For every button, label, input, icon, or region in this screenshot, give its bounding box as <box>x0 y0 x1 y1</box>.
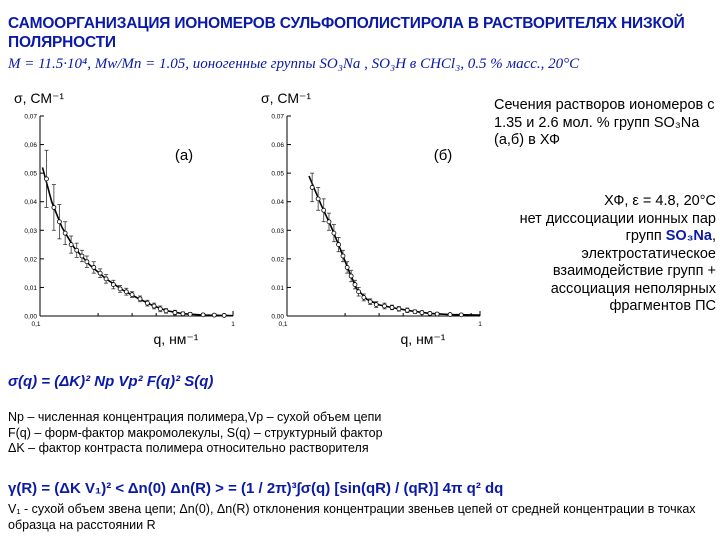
data-point <box>349 274 353 278</box>
data-point <box>327 220 331 224</box>
y-tick-label: 0,05 <box>24 170 37 178</box>
data-point <box>80 254 84 258</box>
gamma-formula: γ(R) = (ΔK V₁)² < Δn(0) Δn(R) > = (1 / 2π)³∫σ(q) [sin(qR) / (qR)] 4π q² dq <box>8 480 504 497</box>
page-title: САМООРГАНИЗАЦИЯ ИОНОМЕРОВ СУЛЬФОПОЛИСТИРОЛА В РАСТВОРИТЕЛЯХ НИЗКОЙ ПОЛЯРНОСТИ <box>8 15 685 51</box>
sigma-formula: σ(q) = (ΔK)² Np Vp² F(q)² S(q) <box>8 373 214 390</box>
data-point <box>145 301 149 305</box>
y-tick-label: 0.02 <box>271 256 284 264</box>
y-tick-label: 0,07 <box>24 113 37 121</box>
sections-description: Сечения растворов иономеров с 1.35 и 2.6 мол. % групп SO₃Na (а,б) в ХФ <box>494 97 715 148</box>
data-point <box>357 290 361 294</box>
data-point <box>397 307 401 311</box>
data-point <box>353 283 357 287</box>
dissociation-line: нет диссоциации ионных пар групп <box>519 210 716 244</box>
solvent-description <box>494 193 716 316</box>
data-point <box>44 177 48 181</box>
y-axis-label: σ, СМ⁻¹ <box>261 90 312 106</box>
interaction-line: электростатическое взаимодействие групп + ассоциация неполярных фрагментов ПС <box>550 245 716 314</box>
x-axis-label: q, нм⁻¹ <box>153 331 199 347</box>
data-point <box>173 311 177 315</box>
data-point <box>420 311 424 315</box>
data-point <box>413 310 417 314</box>
y-tick-label: 0,03 <box>24 227 37 235</box>
data-point <box>368 300 372 304</box>
chart-a <box>8 88 248 368</box>
page-subtitle: M = 11.5·10⁴, Mw/Mn = 1.05, ионогенные группы SO₃Na , SO₃H в CHCl₃, 0.5 % масс., 20°C <box>8 56 580 72</box>
y-tick-label: 0.00 <box>271 313 284 321</box>
formula-definitions <box>8 410 708 457</box>
data-point <box>382 304 386 308</box>
x-tick-label: 1 <box>478 321 482 328</box>
data-point <box>152 304 156 308</box>
data-point <box>85 260 89 264</box>
y-tick-label: 0,02 <box>24 256 37 264</box>
y-tick-label: 0.07 <box>271 113 284 121</box>
dissociation-line-end: , <box>711 228 716 244</box>
np-definition: Np – численная концентрация полимера,Vp – сухой объем цепи <box>8 410 382 424</box>
panel-label: (а) <box>174 147 194 164</box>
data-point <box>111 283 115 287</box>
data-point <box>188 312 192 316</box>
data-point <box>459 313 463 317</box>
data-point <box>362 295 366 299</box>
x-tick-label: 0,1 <box>278 321 288 328</box>
y-tick-label: 0,04 <box>24 199 37 207</box>
y-tick-label: 0.05 <box>271 170 284 178</box>
data-point <box>332 231 336 235</box>
data-point <box>98 271 102 275</box>
data-point <box>345 265 349 269</box>
panel-label: (б) <box>433 147 453 164</box>
data-point <box>164 309 168 313</box>
y-tick-label: 0.04 <box>271 199 284 207</box>
chart-b <box>255 88 495 368</box>
data-point <box>63 231 67 235</box>
fq-definition: F(q) – форм-фактор макромолекулы, S(q) – структурный фактор <box>8 425 383 440</box>
data-point <box>158 307 162 311</box>
data-point <box>390 305 394 309</box>
data-point <box>448 313 452 317</box>
data-point <box>428 311 432 315</box>
y-tick-label: 0,06 <box>24 142 37 150</box>
y-axis-label: σ, СМ⁻¹ <box>14 90 65 106</box>
data-point <box>181 312 185 316</box>
x-tick-label: 0,1 <box>31 321 41 328</box>
v1-definition: V₁ - сухой объем звена цепи; Δn(0), Δn(R) отклонения концентрации звеньев цепей от средней концентрации в точках образца на расстоянии R <box>8 502 696 532</box>
dk-definition: ΔK – фактор контраста полимера относительно растворителя <box>8 441 369 455</box>
ion-group-label: SO₃Na <box>665 228 712 244</box>
data-point <box>138 297 142 301</box>
x-tick-label: 1 <box>231 321 235 328</box>
data-point <box>75 248 79 252</box>
data-point <box>124 290 128 294</box>
y-tick-label: 0.01 <box>271 284 284 292</box>
y-tick-label: 0,01 <box>24 284 37 292</box>
data-point <box>405 308 409 312</box>
y-tick-label: 0.03 <box>271 227 284 235</box>
data-point <box>52 205 56 209</box>
fit-curve <box>309 176 480 315</box>
data-point <box>222 313 226 317</box>
data-point <box>57 220 61 224</box>
data-point <box>69 243 73 247</box>
solvent-line: ХФ, ε = 4.8, 20°С <box>604 193 716 209</box>
data-point <box>341 254 345 258</box>
data-point <box>322 208 326 212</box>
data-point <box>92 265 96 269</box>
data-point <box>316 197 320 201</box>
data-point <box>374 303 378 307</box>
data-point <box>201 313 205 317</box>
data-point <box>212 313 216 317</box>
y-tick-label: 0.06 <box>271 142 284 150</box>
x-axis-label: q, нм⁻¹ <box>400 331 446 347</box>
data-point <box>310 185 314 189</box>
data-point <box>118 287 122 291</box>
data-point <box>337 243 341 247</box>
y-tick-label: 0,00 <box>24 313 37 321</box>
data-point <box>104 277 108 281</box>
data-point <box>130 293 134 297</box>
data-point <box>435 312 439 316</box>
